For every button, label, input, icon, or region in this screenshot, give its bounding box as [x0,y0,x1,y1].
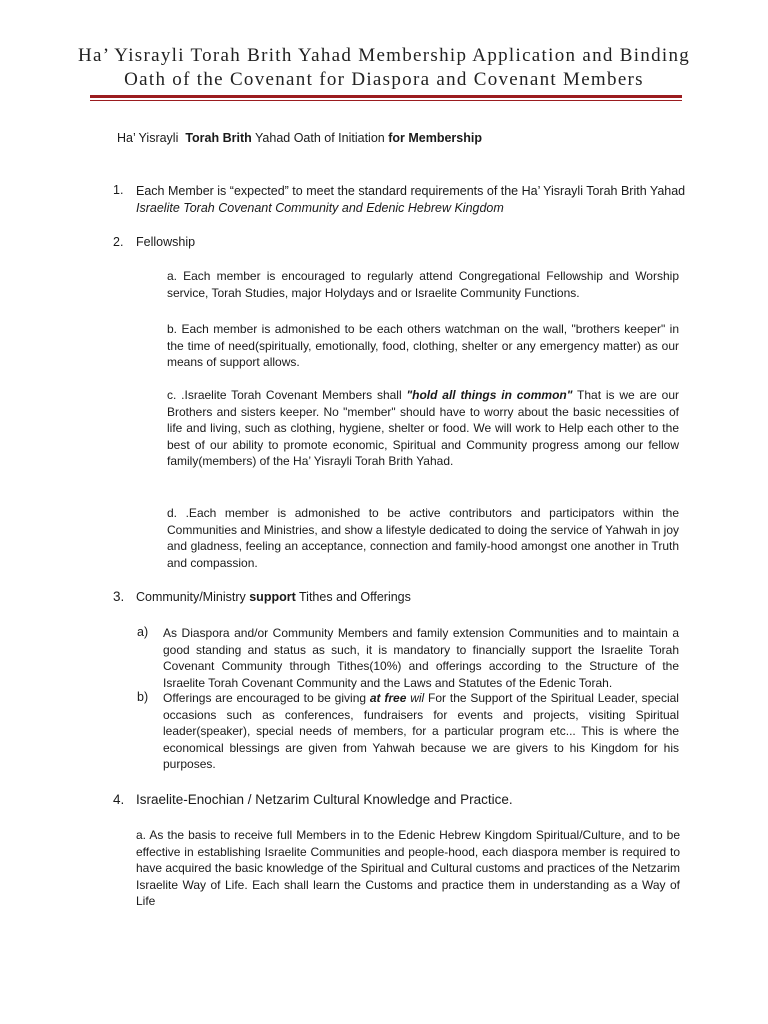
heading-part-3: Yahad Oath of Initiation [255,131,385,145]
section-3-para-a: As Diaspora and/or Community Members and family extension Communities and to maintain a good standing and status as such, it is mandatory to financially support the Israelite Torah Covenant Community through Tithes(10%) and offerings according to the Structure of the Israelite Torah Covenant Community and the Laws and Statutes of the Edenic Torah. [163,626,679,690]
section-4-number: 4. [113,792,125,807]
section-2-para-b: b. Each member is admonished to be each others watchman on the wall, "brothers keeper" in the time of need(spiritually, emotionally, food, clothing, shelter or any emergency matter) as our means of support allows. [167,322,679,369]
section-2-number: 2. [113,235,124,249]
section-3-label-a: a) [137,625,149,639]
title-rule-thin [90,100,682,101]
para-3b-lead: Offerings are encouraged to be giving [163,691,367,705]
oath-heading [117,131,482,145]
section-3-title-pre: Community/Ministry [136,590,246,604]
section-4-title: Israelite-Enochian / Netzarim Cultural Knowledge and Practice. [136,792,513,807]
section-3-title-bold: support [249,590,296,604]
section-1-italic: Israelite Torah Covenant Community and Edenic Hebrew Kingdom [136,200,504,215]
para-c-emphasis: "hold all things in common" [406,388,573,402]
section-4-para-a: a. As the basis to receive full Members in to the Edenic Hebrew Kingdom Spiritual/Culture, and to be effective in establishing Israelite Communities and people-hood, each diaspora member is required to have acquired the basic knowledge of the Spiritual and Cultural customs and practices of the Netzarim Israelite Way of Life. Each shall learn the Customs and practice them in understanding as a Way of Life [136,828,680,908]
heading-part-4: for Membership [388,131,482,145]
section-3-para-b [163,690,679,773]
section-2-para-d: d. .Each member is admonished to be active contributors and participators within the Communities and Ministries, and show a lifestyle dedicated to doing the service of Yahwah in joy and gladness, feeling an acceptance, connection and family-hood amongst one another in Truth and compassion. [167,506,679,570]
para-3b-emphasis: at free [369,691,407,705]
title-line-2: Oath of the Covenant for Diaspora and Covenant Members [124,69,644,90]
section-1-body: Each Member is “expected” to meet the standard requirements of the Ha’ Yisrayli Torah Brith Yahad [136,184,686,198]
title-rule-thick [90,95,682,98]
title-line-1: Ha’ Yisrayli Torah Brith Yahad Membership Application and Binding [77,45,691,66]
para-c-lead: c. .Israelite Torah Covenant Members shall [167,388,402,402]
section-2-title: Fellowship [136,235,196,249]
section-3-number: 3. [113,589,125,604]
section-1-text [136,183,696,216]
para-3b-body: For the Support of the Spiritual Leader, special occasions such as conferences, fundraisers for events and projects, visiting Spiritual leader(speaker), special needs of members, for a particular program etc... This is where the economical blessings are given from Yahwah because we are givers to his Kingdom for his purposes. [163,691,679,771]
section-3-label-b: b) [137,690,149,704]
section-3-title-post: Tithes and Offerings [299,590,411,604]
section-2-para-c [167,387,679,470]
document-title [40,44,728,92]
section-2-para-a: a. Each member is encouraged to regularly attend Congregational Fellowship and Worship service, Torah Studies, major Holydays and or Israelite Community Functions. [167,269,679,300]
section-3-title [136,590,411,604]
section-1-number: 1. [113,183,124,197]
para-c-body: That is we are our Brothers and sisters keeper. No "member" should have to worry about the basic necessities of life and living, such as clothing, hygiene, shelter or food. We will work to Help each other to the best of our ability to promote economic, Spiritual and Community progress among our fellow family(members) of the Ha’ Yisrayli Torah Brith Yahad. [167,388,679,468]
heading-part-2: Torah Brith [185,131,252,145]
para-3b-italic: wil [410,691,425,705]
heading-part-1: Ha’ Yisrayli [117,131,179,145]
